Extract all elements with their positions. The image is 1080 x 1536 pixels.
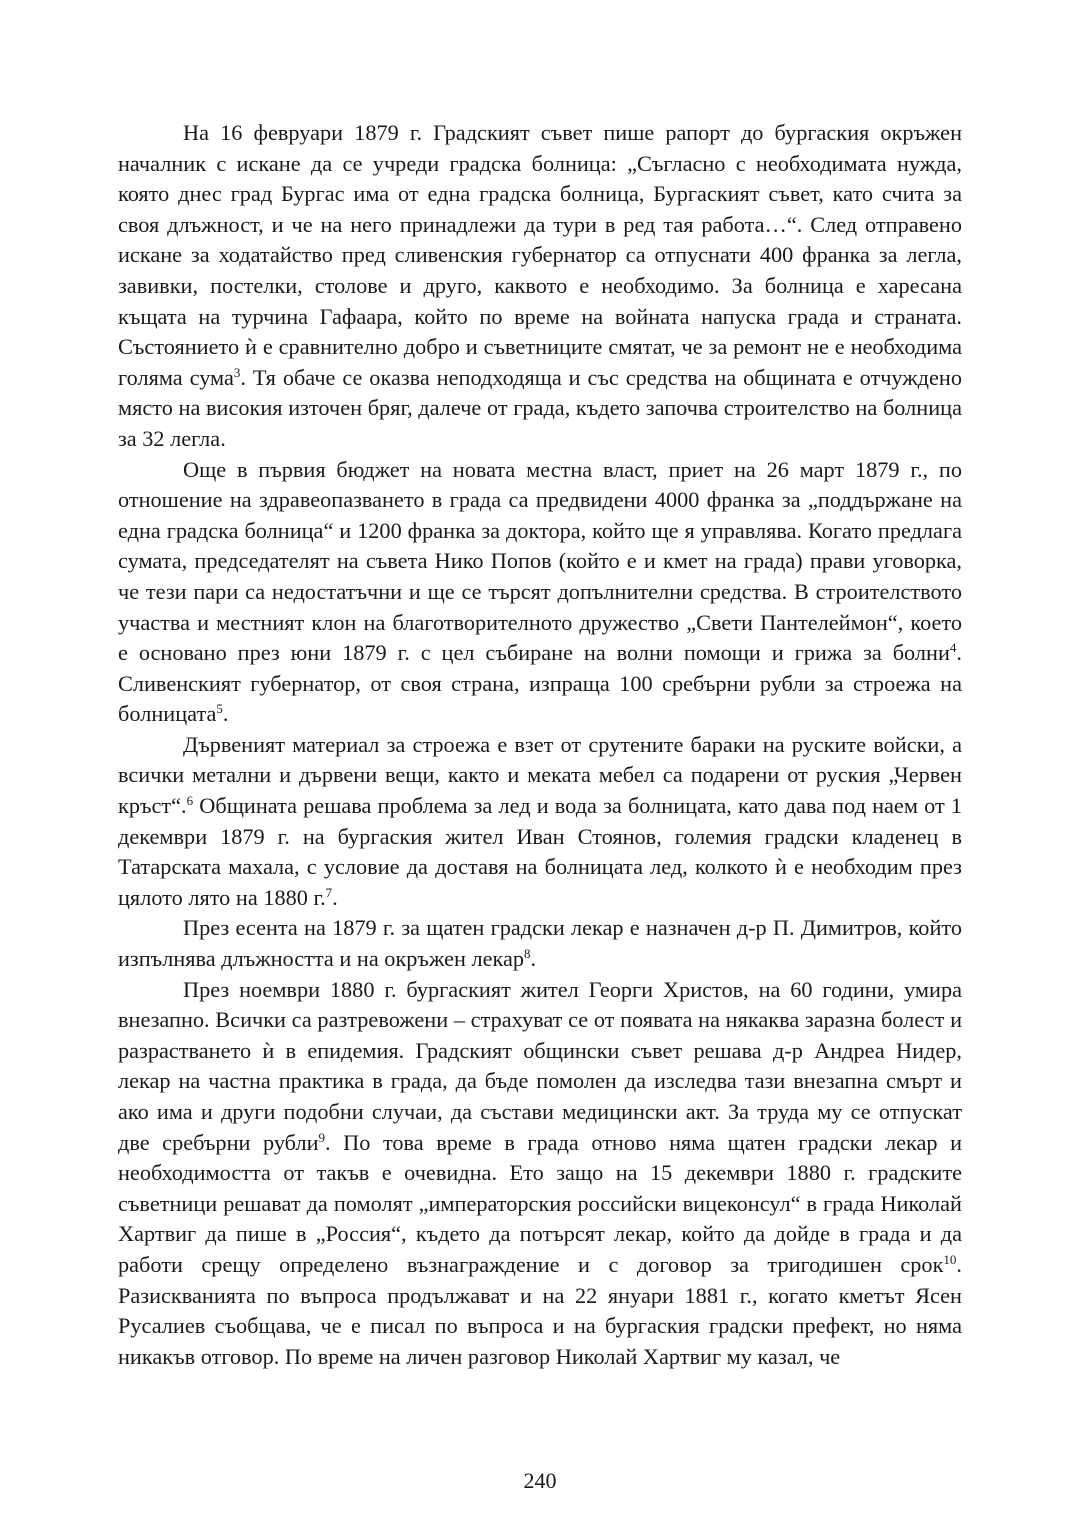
paragraph-text: През есента на 1879 г. за щатен градски лекар е назначен д-р П. Димитров, който изпълнява длъжността и на окръжен лекар: [118, 915, 962, 972]
footnote-ref-5[interactable]: 5: [216, 701, 223, 717]
paragraph-5: [118, 975, 962, 1373]
footnote-ref-7[interactable]: 7: [325, 884, 333, 900]
paragraph-text: . Разискванията по въпроса продължават и на 22 януари 1881 г., когато кметът Ясен Русалиев съобщава, че е писал по въпроса и на бургаския градски префект, но няма никакъв отговор. По време на личен разговор Николай Хартвиг му казал, че: [118, 1251, 962, 1369]
document-body: [118, 118, 962, 1372]
paragraph-text: Дървеният материал за строежа е взет от срутените бараки на руските войски, а всички метални и дървени вещи, както и меката мебел са подарени от руския „Червен кръст“.: [118, 731, 962, 819]
paragraph-text: .: [530, 946, 537, 972]
footnote-ref-6[interactable]: 6: [186, 793, 194, 809]
paragraph-text: Още в първия бюджет на новата местна власт, приет на 26 март 1879 г., по отношение на здравеопазването в града са предвидени 4000 франка за „поддържане на една градска болница“ и 1200 франка за доктора, който ще я управлява. Когато предлага сумата, председателят на съвета Нико Попов (който е и кмет на града) прави уговорка, че тези пари са недостатъчни и ще се търсят допълнителни средства. В строителството участва и местният клон на благотворителното дружество „Свети Пантелеймон“, което е основано през юни 1879 г. с цел събиране на волни помощи и грижа за болни: [118, 456, 962, 666]
footnote-ref-8[interactable]: 8: [524, 946, 531, 962]
footnote-ref-4[interactable]: 4: [949, 640, 957, 656]
paragraph-text: .: [222, 701, 229, 727]
paragraph-text: Общината решава проблема за лед и вода за болницата, като дава под наем от 1 декември 1879 г. на бургаския жител Иван Стоянов, големия градски кладенец в Татарската махала, с условие да доставя на болницата лед, колкото ѝ е необходим през цялото лято на 1880 г.: [118, 793, 962, 910]
paragraph-3: [118, 730, 962, 914]
footnote-ref-3[interactable]: 3: [233, 364, 241, 380]
paragraph-text: . Тя обаче се оказва неподходяща и със средства на общината е отчуждено място на високия източен бряг, далече от града, където започва строителство на болница за 32 легла.: [118, 364, 962, 451]
paragraph-text: На 16 февруари 1879 г. Градският съвет пише рапорт до бургаския окръжен началник с искане да се учреди градска болница: „Съгласно с необходимата нужда, която днес град Бургас има от една градска болница, Бургаският съвет, като счита за своя длъжност, и че на него принадлежи да тури в ред тая работа…“. След отправено искане за ходатайство пред сливенския губернатор са отпуснати 400 франка за легла, завивки, постелки, столове и друго, каквото е необходимо. За болница е харесана къщата на турчина Гафаара, който по време на войната напуска града и страната. Състоянието ѝ е сравнително добро и съветниците смятат, че за ремонт не е необходима голяма сума: [118, 120, 962, 390]
paragraph-text: . Сливенският губернатор, от своя страна, изпраща 100 сребърни рубли за строежа на болницата: [118, 640, 962, 727]
paragraph-text: . По това време в града отново няма щатен градски лекар и необходимостта от такъв е очевидна. Ето защо на 15 декември 1880 г. градските съветници решават да помолят „императорския российски вицеконсул“ в града Николай Хартвиг да пише в „Россия“, където да потърсят лекар, който да дойде в града и да работи срещу определено възнаграждение и с договор за тригодишен срок: [118, 1129, 963, 1277]
footnote-ref-10[interactable]: 10: [943, 1251, 957, 1267]
footnote-ref-9[interactable]: 9: [318, 1129, 326, 1145]
paragraph-1: [118, 118, 962, 455]
page-number: 240: [523, 1468, 557, 1493]
paragraph-text: През ноември 1880 г. бургаският жител Георги Христов, на 60 години, умира внезапно. Всички са разтревожени – страхуват се от появата на някаква заразна болест и разрастването ѝ в епидемия. Градският общински съвет решава д-р Андреа Нидер, лекар на частна практика в града, да бъде помолен да изследва тази внезапна смърт и ако има и други подобни случаи, да състави медицински акт. За труда му се отпускат две сребърни рубли: [118, 976, 962, 1155]
paragraph-text: .: [332, 884, 338, 910]
paragraph-2: [118, 455, 962, 730]
paragraph-4: [118, 913, 962, 974]
